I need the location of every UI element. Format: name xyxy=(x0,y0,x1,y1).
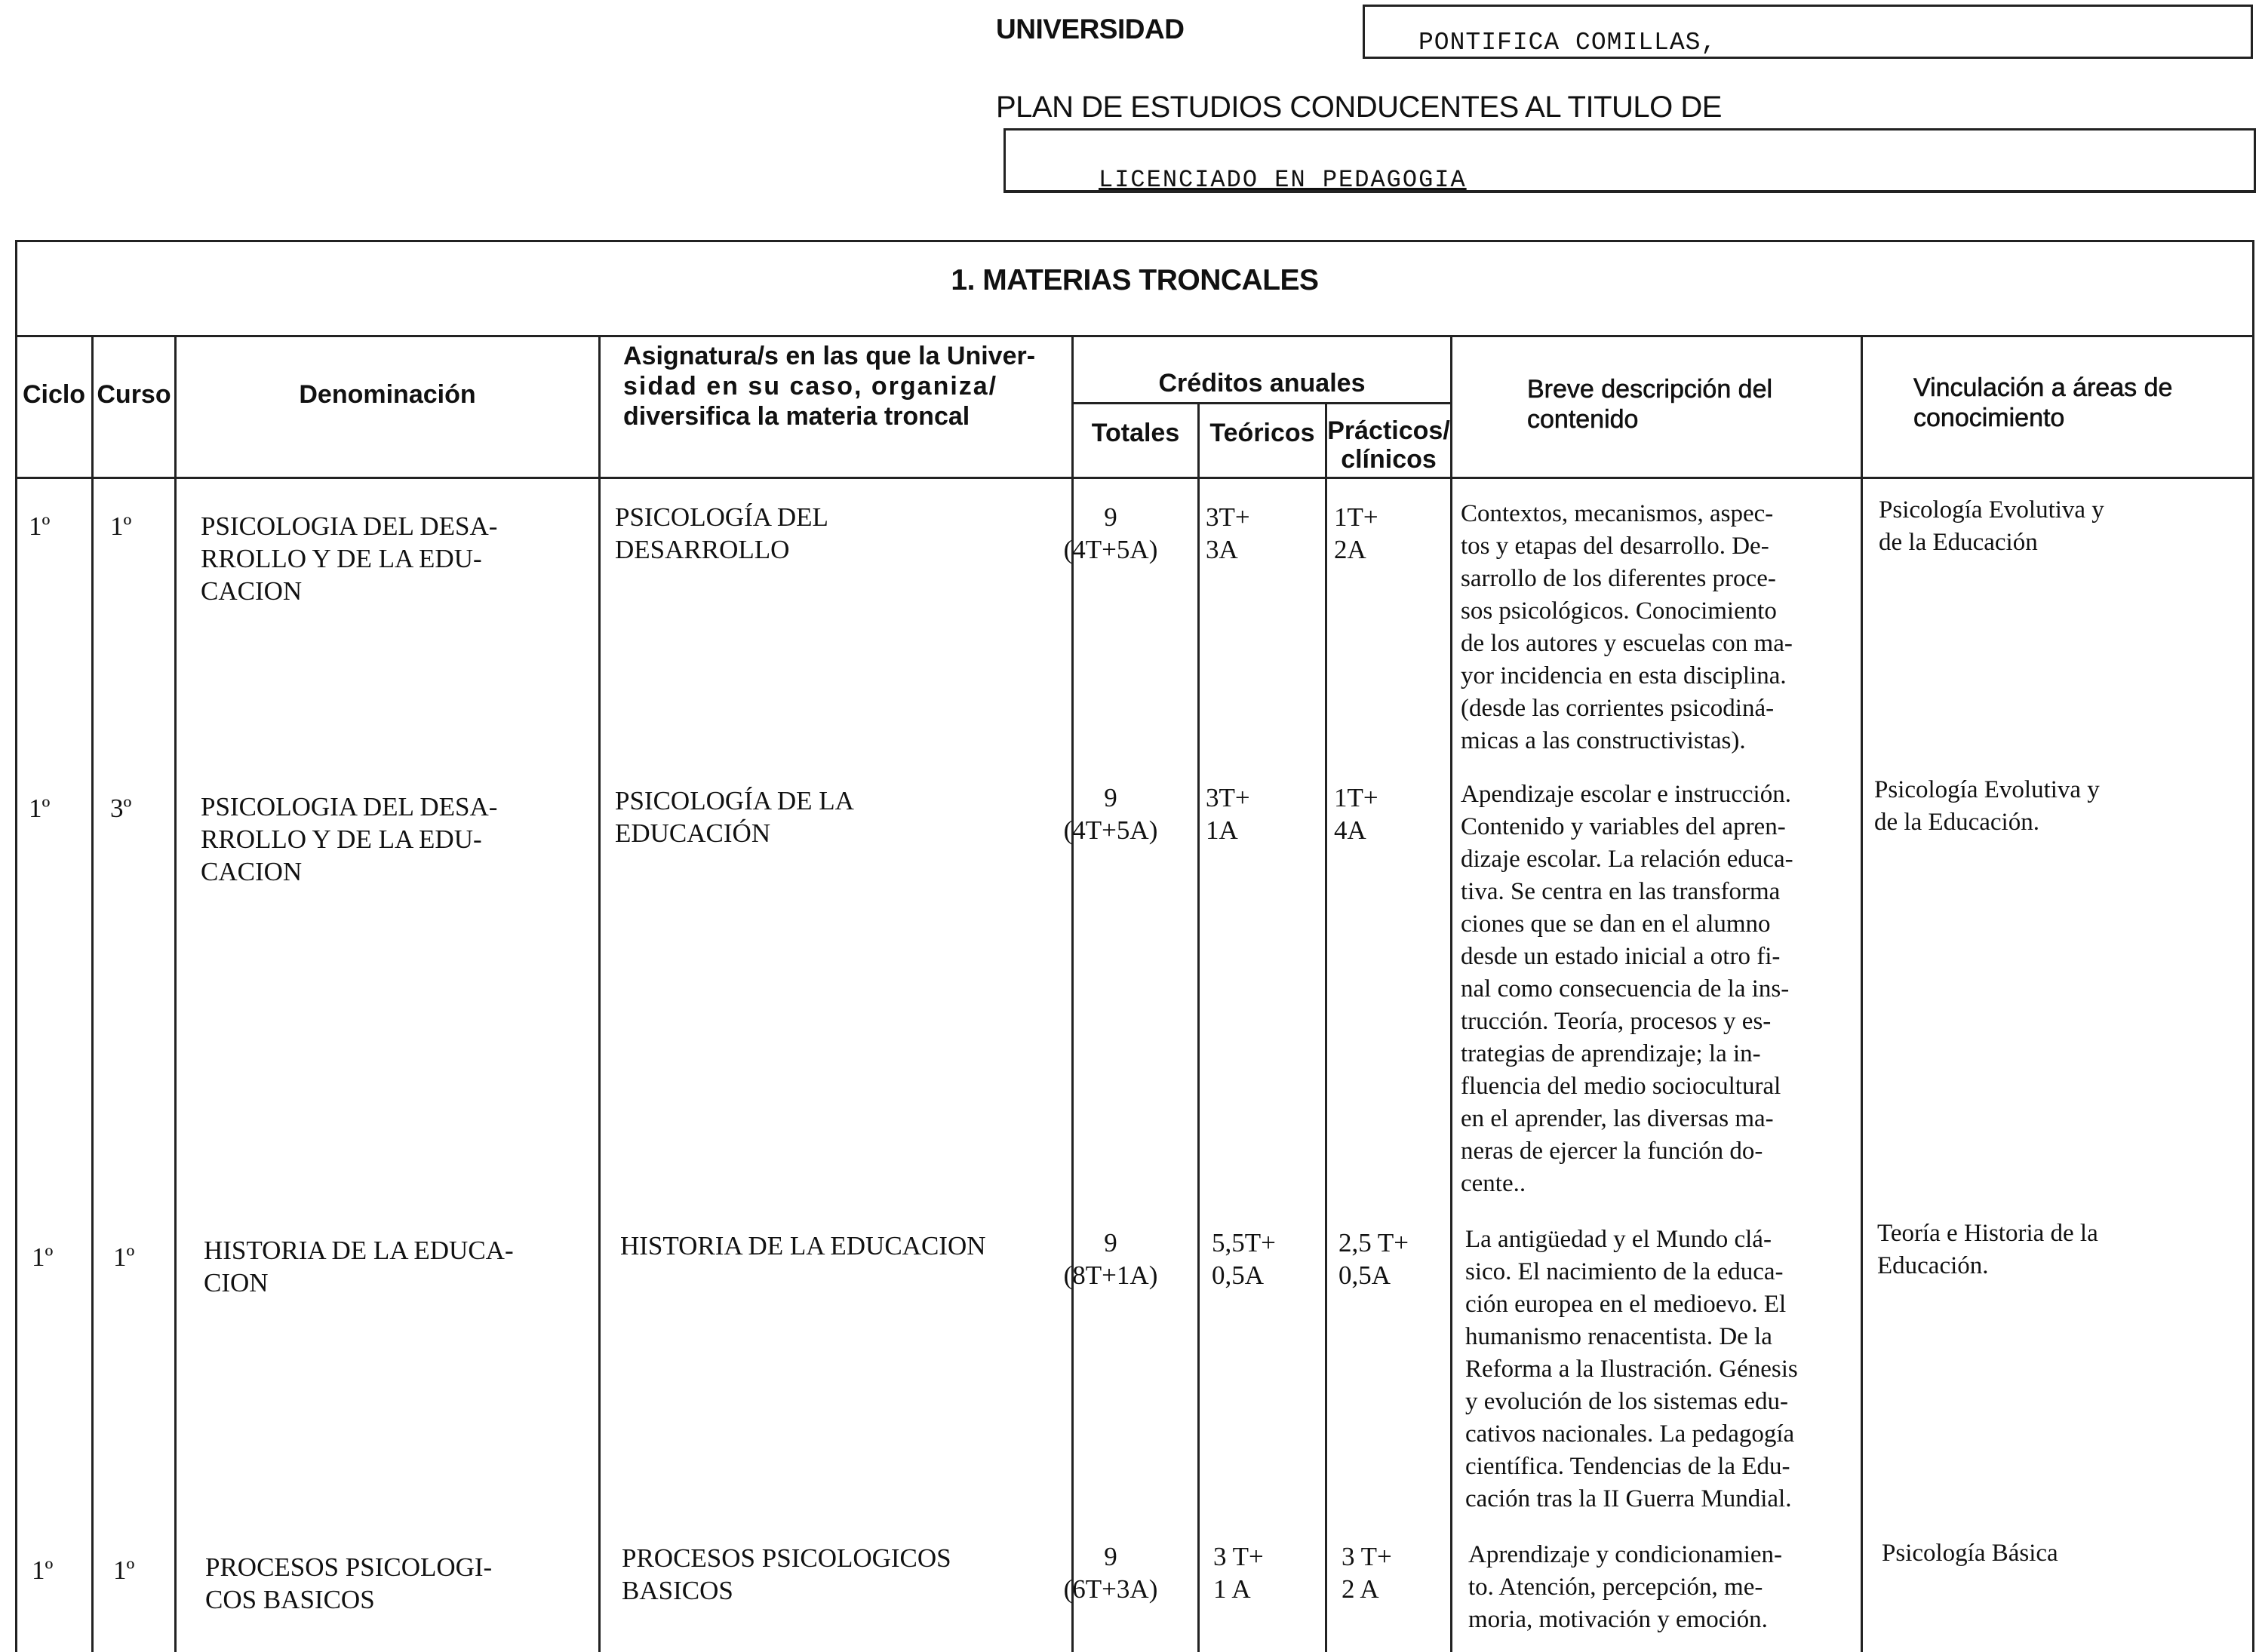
row-teoricos-line: 3A xyxy=(1206,535,1238,564)
row-practicos-line: 2,5 T+ xyxy=(1338,1228,1409,1257)
row-descripcion-line: Apendizaje escolar e instrucción. xyxy=(1461,781,1791,808)
row-asignatura-line: PSICOLOGÍA DEL xyxy=(615,502,828,532)
row-descripcion-line: sos psicológicos. Conocimiento xyxy=(1461,597,1777,625)
row-descripcion-line: to. Atención, percepción, me- xyxy=(1468,1574,1763,1601)
row-vinculacion-line: Educación. xyxy=(1877,1252,1989,1279)
row-denominacion-line: PSICOLOGIA DEL DESA- xyxy=(201,792,498,821)
row-descripcion-line: micas a las constructivistas). xyxy=(1461,727,1746,754)
plan-label: PLAN DE ESTUDIOS CONDUCENTES AL TITULO DE xyxy=(996,91,1722,124)
row-totales-line: (4T+5A) xyxy=(1063,815,1158,845)
row-teoricos-line: 5,5T+ xyxy=(1212,1228,1276,1257)
row-denominacion-line: RROLLO Y DE LA EDU- xyxy=(201,824,482,854)
row-descripcion-line: fluencia del medio sociocultural xyxy=(1461,1073,1781,1100)
row-asignatura-line: HISTORIA DE LA EDUCACION xyxy=(620,1231,986,1260)
row-totales xyxy=(1058,1227,1163,1291)
row-denominacion-line: COS BASICOS xyxy=(205,1585,375,1614)
row-asignatura-line: PROCESOS PSICOLOGICOS xyxy=(622,1543,951,1573)
row-descripcion-line: cativos nacionales. La pedagogía xyxy=(1465,1420,1795,1448)
header-totales: Totales xyxy=(1091,419,1180,447)
header-vinculacion-line1: Vinculación a áreas de xyxy=(1913,373,2173,402)
row-totales-line: (4T+5A) xyxy=(1063,535,1158,564)
row-ciclo: 1º xyxy=(29,794,51,823)
header-ciclo: Ciclo xyxy=(22,380,86,409)
row-totales xyxy=(1058,1540,1163,1605)
row-vinculacion xyxy=(1877,1218,2247,1282)
header-asignatura-line3: diversifica la materia troncal xyxy=(623,402,970,431)
creditos-divider xyxy=(1071,402,1450,404)
header-descripcion xyxy=(1527,374,1859,434)
row-vinculacion-line: Psicología Evolutiva y xyxy=(1874,776,2100,803)
header-asignatura-line1: Asignatura/s en las que la Univer- xyxy=(623,342,1036,370)
row-asignatura-line: DESARROLLO xyxy=(615,535,790,564)
row-denominacion-line: CACION xyxy=(201,857,303,886)
row-practicos-line: 0,5A xyxy=(1338,1260,1391,1290)
row-descripcion-line: trategias de aprendizaje; la in- xyxy=(1461,1040,1761,1067)
row-descripcion-line: ción europea en el medioevo. El xyxy=(1465,1291,1787,1318)
row-teoricos xyxy=(1212,1227,1325,1291)
row-descripcion-line: científica. Tendencias de la Edu- xyxy=(1465,1453,1790,1480)
row-denominacion xyxy=(204,1234,596,1299)
row-practicos xyxy=(1334,781,1447,846)
row-descripcion-line: Aprendizaje y condicionamien- xyxy=(1468,1541,1782,1568)
row-descripcion-line: Contenido y variables del apren- xyxy=(1461,813,1786,840)
row-descripcion-line: dizaje escolar. La relación educa- xyxy=(1461,846,1793,873)
row-descripcion-line: sico. El nacimiento de la educa- xyxy=(1465,1258,1784,1285)
header-asignatura xyxy=(623,341,1068,431)
row-practicos xyxy=(1342,1540,1455,1605)
row-descripcion-line: de los autores y escuelas con ma- xyxy=(1461,630,1793,657)
row-denominacion-line: PROCESOS PSICOLOGI- xyxy=(205,1552,493,1582)
header-asignatura-line2: sidad en su caso, organiza/ xyxy=(623,372,998,401)
row-descripcion-line: Reforma a la Ilustración. Génesis xyxy=(1465,1356,1798,1383)
row-descripcion-line: moria, motivación y emoción. xyxy=(1468,1606,1768,1633)
row-curso: 1º xyxy=(113,1555,135,1585)
row-ciclo: 1º xyxy=(32,1555,54,1585)
row-curso: 3º xyxy=(110,794,132,823)
row-teoricos-line: 3 T+ xyxy=(1213,1542,1264,1571)
header-vinculacion xyxy=(1913,373,2253,433)
row-descripcion-line: cente.. xyxy=(1461,1170,1526,1197)
row-practicos-line: 2 A xyxy=(1342,1574,1379,1604)
row-descripcion-line: en el aprender, las diversas ma- xyxy=(1461,1105,1774,1132)
row-totales-line: 9 xyxy=(1104,1228,1117,1257)
row-practicos-line: 3 T+ xyxy=(1342,1542,1392,1571)
row-denominacion xyxy=(201,791,593,888)
title-divider xyxy=(15,335,2254,337)
row-denominacion-line: HISTORIA DE LA EDUCA- xyxy=(204,1236,514,1265)
row-denominacion xyxy=(201,510,593,607)
row-teoricos xyxy=(1206,501,1319,566)
row-descripcion-line: (desde las corrientes psicodiná- xyxy=(1461,695,1775,722)
row-descripcion-line: Contextos, mecanismos, aspec- xyxy=(1461,500,1774,527)
row-asignatura xyxy=(615,785,1068,849)
row-asignatura-line: PSICOLOGÍA DE LA xyxy=(615,786,854,815)
header-vinculacion-line2: conocimiento xyxy=(1913,404,2065,432)
row-teoricos-line: 1 A xyxy=(1213,1574,1251,1604)
header-divider xyxy=(15,477,2254,479)
col-divider-ciclo xyxy=(91,335,94,1652)
row-totales xyxy=(1058,501,1163,566)
col-divider-denominacion xyxy=(598,335,601,1652)
header-descripcion-line1: Breve descripción del xyxy=(1527,375,1773,404)
universidad-label: UNIVERSIDAD xyxy=(996,14,1185,45)
row-teoricos-line: 0,5A xyxy=(1212,1260,1265,1290)
row-ciclo: 1º xyxy=(29,511,51,541)
section-title: 1. MATERIAS TRONCALES xyxy=(951,264,1319,296)
row-totales-line: 9 xyxy=(1104,502,1117,532)
header-practicos-line1: Prácticos/ xyxy=(1327,416,1450,445)
header-teoricos: Teóricos xyxy=(1209,419,1315,447)
row-denominacion-line: CION xyxy=(204,1268,269,1297)
row-asignatura xyxy=(622,1542,1074,1607)
row-descripcion-line: nal como consecuencia de la ins- xyxy=(1461,975,1790,1003)
header-curso: Curso xyxy=(97,380,171,409)
row-vinculacion-line: Psicología Básica xyxy=(1882,1540,2058,1567)
row-vinculacion xyxy=(1882,1537,2251,1570)
row-practicos-line: 1T+ xyxy=(1334,783,1378,812)
row-asignatura xyxy=(620,1230,1073,1262)
row-practicos xyxy=(1334,501,1447,566)
row-descripcion xyxy=(1461,778,1857,1200)
row-totales xyxy=(1058,781,1163,846)
row-descripcion-line: y evolución de los sistemas edu- xyxy=(1465,1388,1789,1415)
row-descripcion-line: trucción. Teoría, procesos y es- xyxy=(1461,1008,1772,1035)
row-practicos-line: 4A xyxy=(1334,815,1366,845)
row-descripcion-line: neras de ejercer la función do- xyxy=(1461,1138,1763,1165)
row-descripcion xyxy=(1468,1539,1864,1636)
row-teoricos xyxy=(1213,1540,1326,1605)
row-totales-line: (8T+1A) xyxy=(1063,1260,1158,1290)
row-asignatura-line: BASICOS xyxy=(622,1576,733,1605)
row-descripcion-line: La antigüedad y el Mundo clá- xyxy=(1465,1226,1772,1253)
row-curso: 1º xyxy=(113,1242,135,1272)
row-vinculacion-line: Teoría e Historia de la xyxy=(1877,1220,2098,1247)
universidad-value: PONTIFICA COMILLAS, xyxy=(1418,29,1717,57)
row-descripcion-line: humanismo renacentista. De la xyxy=(1465,1323,1772,1350)
col-divider-totales xyxy=(1197,402,1200,1652)
row-curso: 1º xyxy=(110,511,132,541)
row-vinculacion xyxy=(1879,494,2248,559)
row-descripcion-line: sarrollo de los diferentes proce- xyxy=(1461,565,1776,592)
row-denominacion-line: RROLLO Y DE LA EDU- xyxy=(201,544,482,573)
row-denominacion xyxy=(205,1551,598,1616)
row-teoricos-line: 3T+ xyxy=(1206,783,1250,812)
row-totales-line: 9 xyxy=(1104,783,1117,812)
row-descripcion-line: yor incidencia en esta disciplina. xyxy=(1461,662,1787,689)
row-descripcion-line: cación tras la II Guerra Mundial. xyxy=(1465,1485,1792,1512)
row-denominacion-line: CACION xyxy=(201,576,303,606)
header-denominacion: Denominación xyxy=(299,380,476,409)
header-practicos xyxy=(1327,416,1450,474)
row-asignatura-line: EDUCACIÓN xyxy=(615,818,771,848)
row-descripcion-line: tos y etapas del desarrollo. De- xyxy=(1461,533,1769,560)
row-descripcion xyxy=(1465,1224,1861,1515)
titulo-value: LICENCIADO EN PEDAGOGIA xyxy=(1099,166,1467,194)
row-teoricos-line: 3T+ xyxy=(1206,502,1250,532)
row-practicos-line: 2A xyxy=(1334,535,1366,564)
row-vinculacion-line: Psicología Evolutiva y xyxy=(1879,496,2104,524)
row-vinculacion-line: de la Educación xyxy=(1879,529,2038,556)
header-descripcion-line2: contenido xyxy=(1527,405,1639,434)
col-divider-practicos xyxy=(1450,335,1452,1652)
row-totales-line: (6T+3A) xyxy=(1063,1574,1158,1604)
row-asignatura xyxy=(615,501,1068,566)
row-vinculacion-line: de la Educación. xyxy=(1874,809,2039,836)
row-descripcion-line: tiva. Se centra en las transforma xyxy=(1461,878,1781,905)
header-creditos: Créditos anuales xyxy=(1158,369,1366,398)
row-descripcion-line: ciones que se dan en el alumno xyxy=(1461,910,1771,938)
col-divider-curso xyxy=(174,335,177,1652)
materias-table xyxy=(15,240,2254,1652)
row-practicos xyxy=(1338,1227,1452,1291)
row-teoricos-line: 1A xyxy=(1206,815,1238,845)
row-practicos-line: 1T+ xyxy=(1334,502,1378,532)
row-denominacion-line: PSICOLOGIA DEL DESA- xyxy=(201,511,498,541)
row-vinculacion xyxy=(1874,774,2244,839)
row-teoricos xyxy=(1206,781,1319,846)
header-practicos-line2: clínicos xyxy=(1341,445,1437,474)
row-totales-line: 9 xyxy=(1104,1542,1117,1571)
row-descripcion xyxy=(1461,498,1857,757)
col-divider-teoricos xyxy=(1325,402,1327,1652)
row-ciclo: 1º xyxy=(32,1242,54,1272)
row-descripcion-line: desde un estado inicial a otro fi- xyxy=(1461,943,1781,970)
